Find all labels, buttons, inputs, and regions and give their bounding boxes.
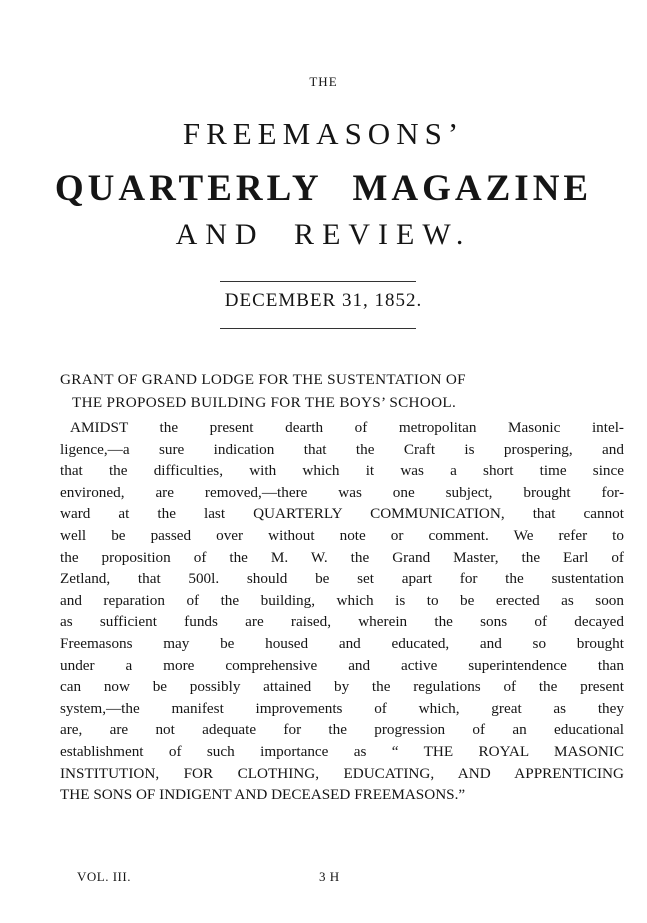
title-the: THE xyxy=(309,74,338,89)
title-freemasons: FREEMASONS’ xyxy=(182,116,465,151)
signature-mark: 3 H xyxy=(319,869,340,884)
body-line: and reparation of the building, which is to be erected as soon xyxy=(60,591,624,609)
bottom-rule xyxy=(220,328,416,329)
body-line: the proposition of the M. W. the Grand Master, the Earl of xyxy=(60,548,624,566)
issue-date: DECEMBER 31, 1852. xyxy=(224,290,423,311)
title-quarterly-magazine: QUARTERLY MAGAZINE xyxy=(54,168,593,209)
body-line: ward at the last QUARTERLY COMMUNICATION, that cannot xyxy=(60,505,624,523)
body-line: that the difficulties, with which it was a short time since xyxy=(60,462,624,480)
body-line: establishment of such importance as “ THE ROYAL MASONIC xyxy=(60,742,624,760)
body-line: Zetland, that 500l. should be set apart for the sustentation xyxy=(60,570,624,588)
body-line: environed, are removed,—there was one subject, brought for- xyxy=(60,483,624,501)
volume-label: VOL. III. xyxy=(77,869,131,884)
page-footer xyxy=(77,869,577,885)
body-line: THE SONS OF INDIGENT AND DECEASED FREEMASONS.” xyxy=(60,786,466,804)
body-line: ligence,—a sure indication that the Craft is prospering, and xyxy=(60,440,624,458)
body-line: well be passed over without note or comment. We refer to xyxy=(60,526,624,544)
body-line: INSTITUTION, FOR CLOTHING, EDUCATING, AND APPRENTICING xyxy=(60,764,624,782)
body-line: under a more comprehensive and active superintendence than xyxy=(60,656,624,674)
body-line: AMIDST the present dearth of metropolitan Masonic intel- xyxy=(70,419,624,436)
article-body xyxy=(60,417,624,806)
article-heading-line-1: GRANT OF GRAND LODGE FOR THE SUSTENTATION OF xyxy=(60,371,466,388)
top-rule xyxy=(220,281,416,282)
title-and-review: AND REVIEW. xyxy=(175,218,472,251)
body-line: are, are not adequate for the progression of an educational xyxy=(60,721,624,739)
body-line: as sufficient funds are raised, wherein the sons of decayed xyxy=(60,613,624,631)
body-line: system,—the manifest improvements of which, great as they xyxy=(60,699,624,717)
body-line: Freemasons may be housed and educated, and so brought xyxy=(60,634,624,652)
article-heading-line-2: THE PROPOSED BUILDING FOR THE BOYS’ SCHOOL. xyxy=(72,394,457,411)
body-line: can now be possibly attained by the regulations of the present xyxy=(60,678,624,696)
article-heading xyxy=(60,368,620,414)
